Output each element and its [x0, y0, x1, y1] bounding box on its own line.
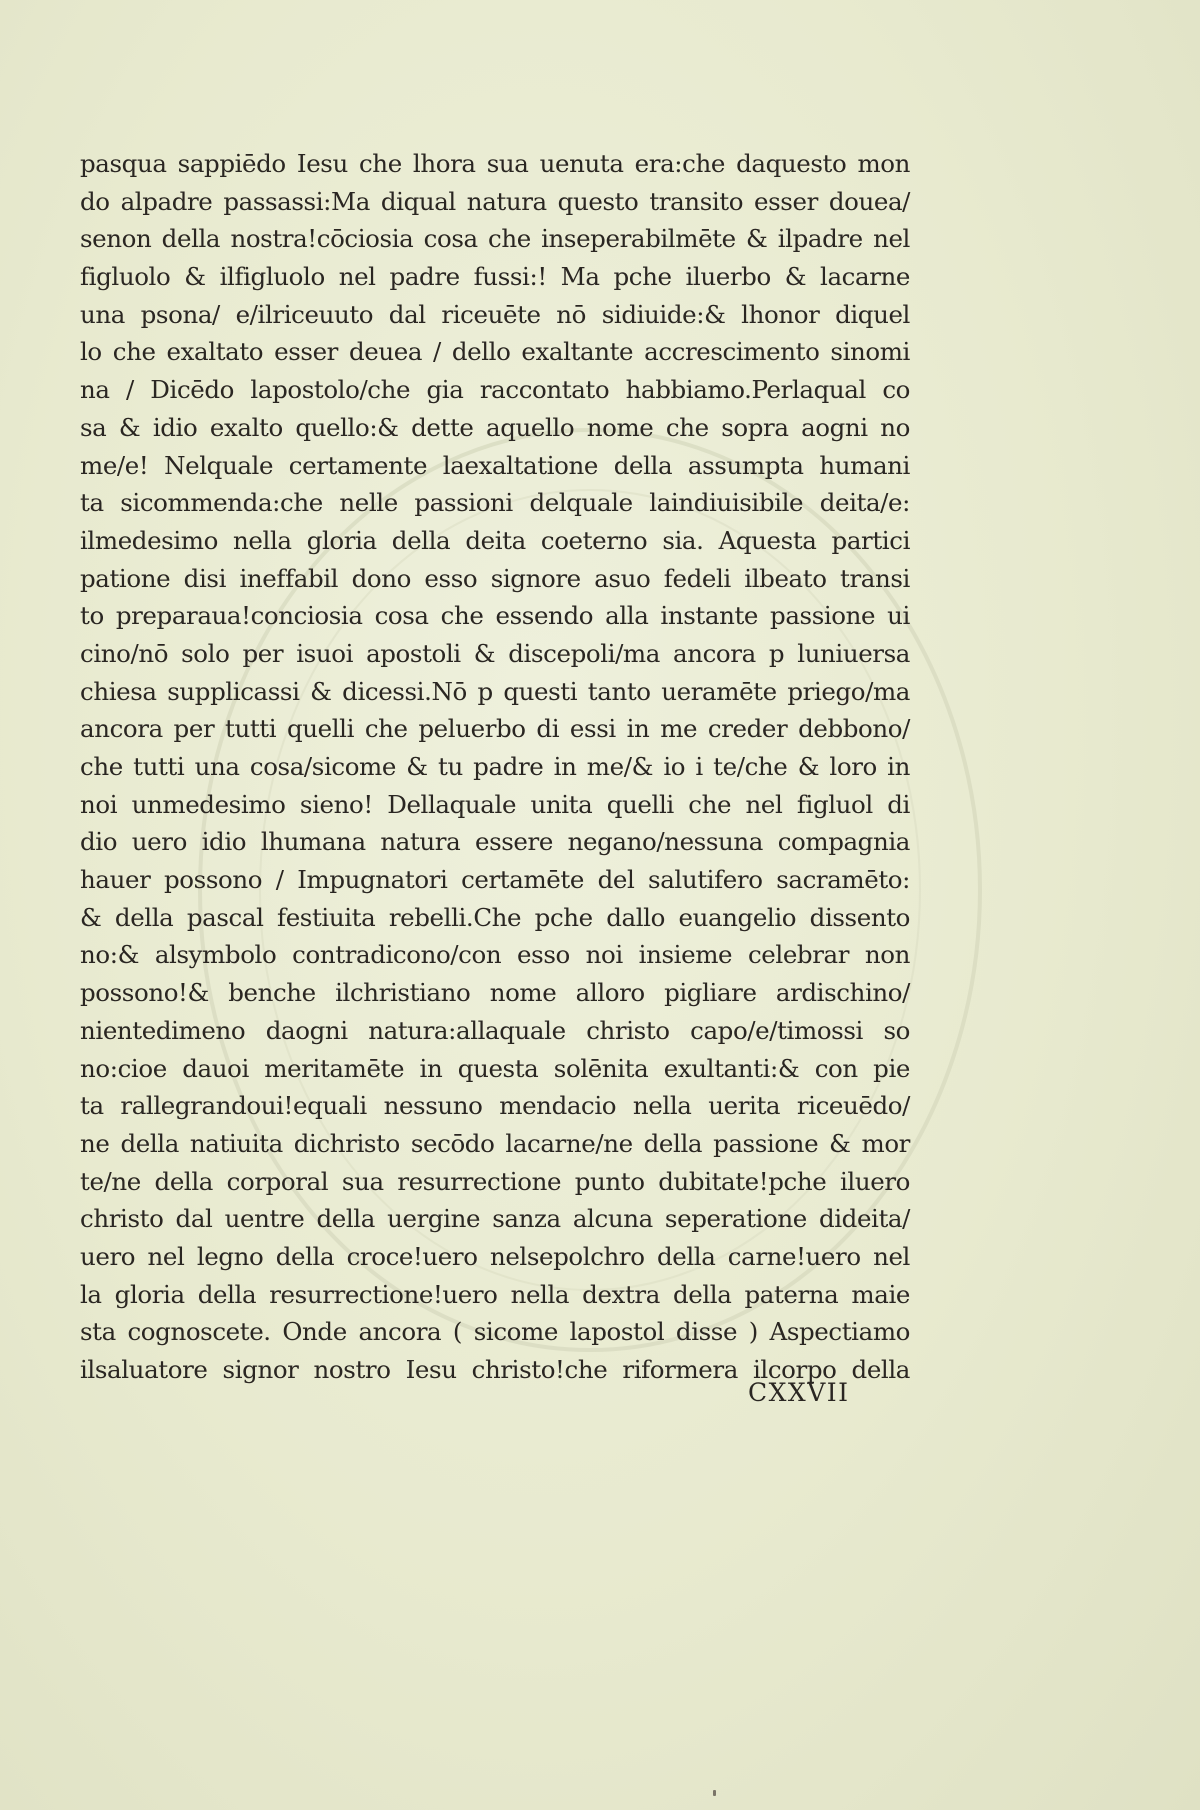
text-line: lo che exaltato esser deuea / dello exaltante accrescimento sinomi: [80, 337, 910, 367]
text-line: figluolo & ilfigluolo nel padre fussi:! Ma pche iluerbo & lacarne: [80, 262, 910, 292]
text-line: hauer possono / Impugnatori certamēte del salutifero sacramēto:: [80, 865, 910, 895]
text-line: la gloria della resurrectione!uero nella dextra della paterna maie: [80, 1279, 910, 1309]
text-line: do alpadre passassi:Ma diqual natura questo transito esser douea/: [80, 186, 910, 216]
text-line: ancora per tutti quelli che peluerbo di essi in me creder debbono/: [80, 714, 910, 744]
paper-speck: [713, 1790, 716, 1796]
text-line: ilmedesimo nella gloria della deita coeterno sia. Aquesta partici: [80, 525, 910, 555]
text-line: nientedimeno daogni natura:allaquale christo capo/e/timossi so: [80, 1015, 910, 1045]
text-line: no:cioe dauoi meritamēte in questa solēnita exultanti:& con pie: [80, 1053, 910, 1083]
text-line: noi unmedesimo sieno! Dellaquale unita quelli che nel figluol di: [80, 789, 910, 819]
text-line: ne della natiuita dichristo secōdo lacarne/ne della passione & mor: [80, 1128, 910, 1158]
text-line: possono!& benche ilchristiano nome alloro pigliare ardischino/: [80, 978, 910, 1008]
text-line: ta rallegrandoui!equali nessuno mendacio nella uerita riceuēdo/: [80, 1091, 910, 1121]
text-line: & della pascal festiuita rebelli.Che pche dallo euangelio dissento: [80, 902, 910, 932]
text-line: dio uero idio lhumana natura essere negano/nessuna compagnia: [80, 827, 910, 857]
text-line: na / Dicēdo lapostolo/che gia raccontato habbiamo.Perlaqual co: [80, 375, 910, 405]
text-line: uero nel legno della croce!uero nelsepolchro della carne!uero nel: [80, 1241, 910, 1271]
folio-number: CXXVII: [748, 1378, 850, 1407]
text-line: ta sicommenda:che nelle passioni delquale laindiuisibile deita/e:: [80, 488, 910, 518]
text-line: una psona/ e/ilriceuuto dal riceuēte nō sidiuide:& lhonor diquel: [80, 299, 910, 329]
text-line: pasqua sappiēdo Iesu che lhora sua uenuta era:che daquesto mon: [80, 149, 910, 178]
text-line: patione disi ineffabil dono esso signore asuo fedeli ilbeato transi: [80, 563, 910, 593]
text-line: sta cognoscete. Onde ancora ( sicome lapostol disse ) Aspectiamo: [80, 1317, 910, 1347]
main-text-block: [80, 145, 910, 1389]
text-line: sa & idio exalto quello:& dette aquello nome che sopra aogni no: [80, 412, 910, 442]
text-line: te/ne della corporal sua resurrectione punto dubitate!pche iluero: [80, 1166, 910, 1196]
text-line: che tutti una cosa/sicome & tu padre in me/& io i te/che & loro in: [80, 752, 910, 781]
text-line: christo dal uentre della uergine sanza alcuna seperatione dideita/: [80, 1204, 910, 1234]
text-line: to preparaua!conciosia cosa che essendo alla instante passione ui: [80, 601, 910, 631]
text-line: ilsaluatore signor nostro Iesu christo!che riformera ilcorpo della: [80, 1355, 910, 1384]
text-line: chiesa supplicassi & dicessi.Nō p questi tanto ueramēte priego/ma: [80, 676, 910, 706]
text-line: no:& alsymbolo contradicono/con esso noi insieme celebrar non: [80, 940, 910, 970]
text-line: me/e! Nelquale certamente laexaltatione della assumpta humani: [80, 450, 910, 480]
text-line: senon della nostra!cōciosia cosa che inseperabilmēte & ilpadre nel: [80, 224, 910, 254]
text-line: cino/nō solo per isuoi apostoli & discepoli/ma ancora p luniuersa: [80, 638, 910, 668]
